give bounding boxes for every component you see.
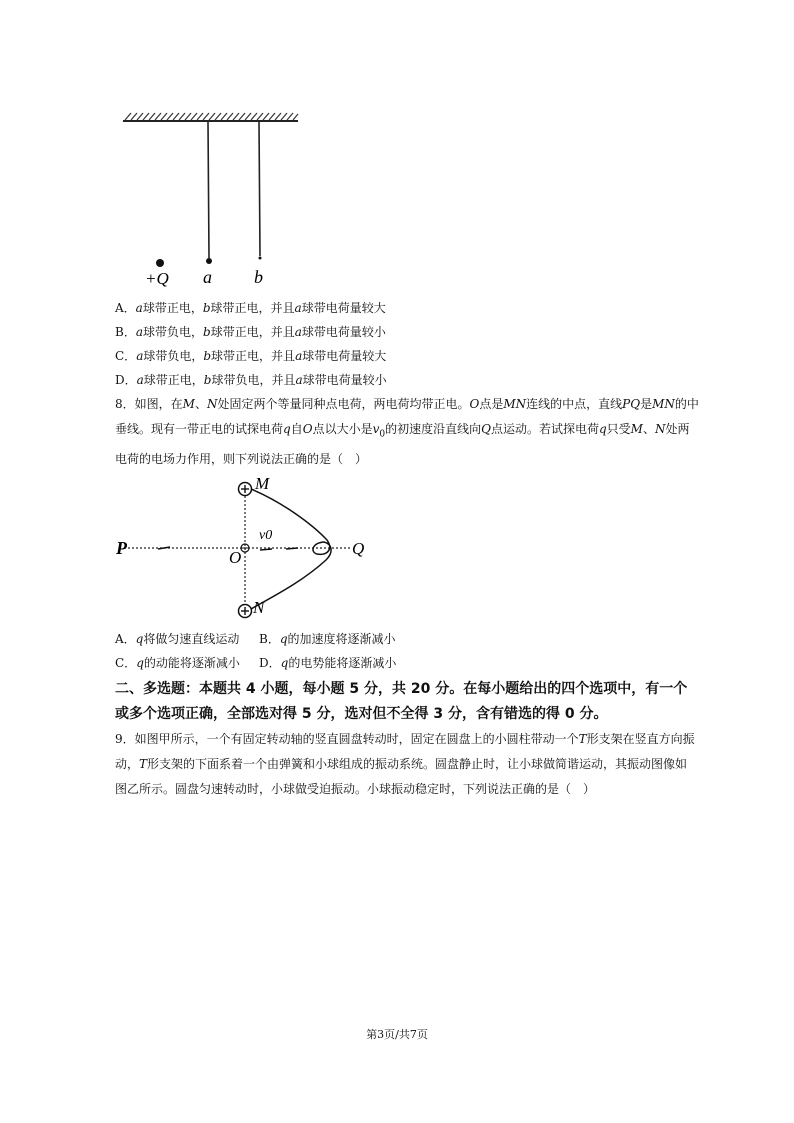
q8-option-a: A．q将做匀速直线运动: [115, 632, 240, 646]
section-multiple-choice-heading: 二、多选题：本题共 4 小题，每小题 5 分，共 20 分。在每小题给出的四个选项中，有一个或多个选项正确，全部选对得 5 分，选对但不全得 3 分，含有错选的得 0 分。: [115, 681, 688, 722]
q7-option-c: C．a球带负电，b球带正电，并且a球带电荷量较大: [115, 349, 387, 363]
q8-option-b: B．q的加速度将逐渐减小: [259, 632, 396, 646]
q9-stem: 9．如图甲所示，一个有固定转动轴的竖直圆盘转动时，固定在圆盘上的小圆柱带动一个T形支架在竖直方向振动，T形支架的下面系着一个由弹簧和小球组成的振动系统。圆盘静止时，让小球做简谐运动，其振动图像如图乙所示。圆盘匀速转动时，小球做受迫振动。小球振动稳定时，下列说法正确的是（ ）: [115, 732, 695, 796]
label-p: P: [116, 538, 127, 558]
label-n: N: [253, 598, 265, 617]
charge-n: [239, 605, 252, 618]
label-a: a: [203, 267, 212, 287]
page-number: 第3页/共7页: [366, 1028, 428, 1041]
q8-option-c: C．q的动能将逐渐减小: [115, 656, 240, 670]
label-q: +Q: [145, 269, 169, 288]
label-q-point: Q: [352, 539, 365, 558]
figure-hanging-charges: [115, 108, 305, 293]
ball-a: [206, 258, 212, 264]
ball-b: [259, 257, 262, 260]
ceiling-hatch: [123, 113, 298, 121]
charge-q: [156, 259, 164, 267]
label-v0: v0: [259, 528, 273, 543]
label-m: M: [255, 474, 270, 493]
figure-point-charges: [112, 472, 382, 624]
q8-stem: 8．如图，在M、N处固定两个等量同种点电荷，两电荷均带正电。O点是MN连线的中点，直线PQ是MN的中垂线。现有一带正电的试探电荷q自O点以大小是$v_0$的初速度沿直线向Q点运动。若试探电荷q只受M、N处两电荷的电场力作用，则下列说法正确的是（ ）: [115, 397, 699, 467]
label-b: b: [254, 267, 263, 287]
q7-option-b: B．a球带负电，b球带正电，并且a球带电荷量较小: [115, 325, 386, 339]
q7-option-d: D．a球带正电，b球带负电，并且a球带电荷量较小: [115, 373, 387, 387]
charge-m: [239, 483, 252, 496]
q7-option-a: A．a球带正电，b球带正电，并且a球带电荷量较大: [115, 301, 386, 315]
handwritten-mark-left: [158, 547, 170, 549]
thread-b: [259, 122, 260, 256]
label-o: O: [229, 548, 242, 567]
thread-a: [208, 122, 209, 258]
q8-option-d: D．q的电势能将逐渐减小: [259, 656, 397, 670]
